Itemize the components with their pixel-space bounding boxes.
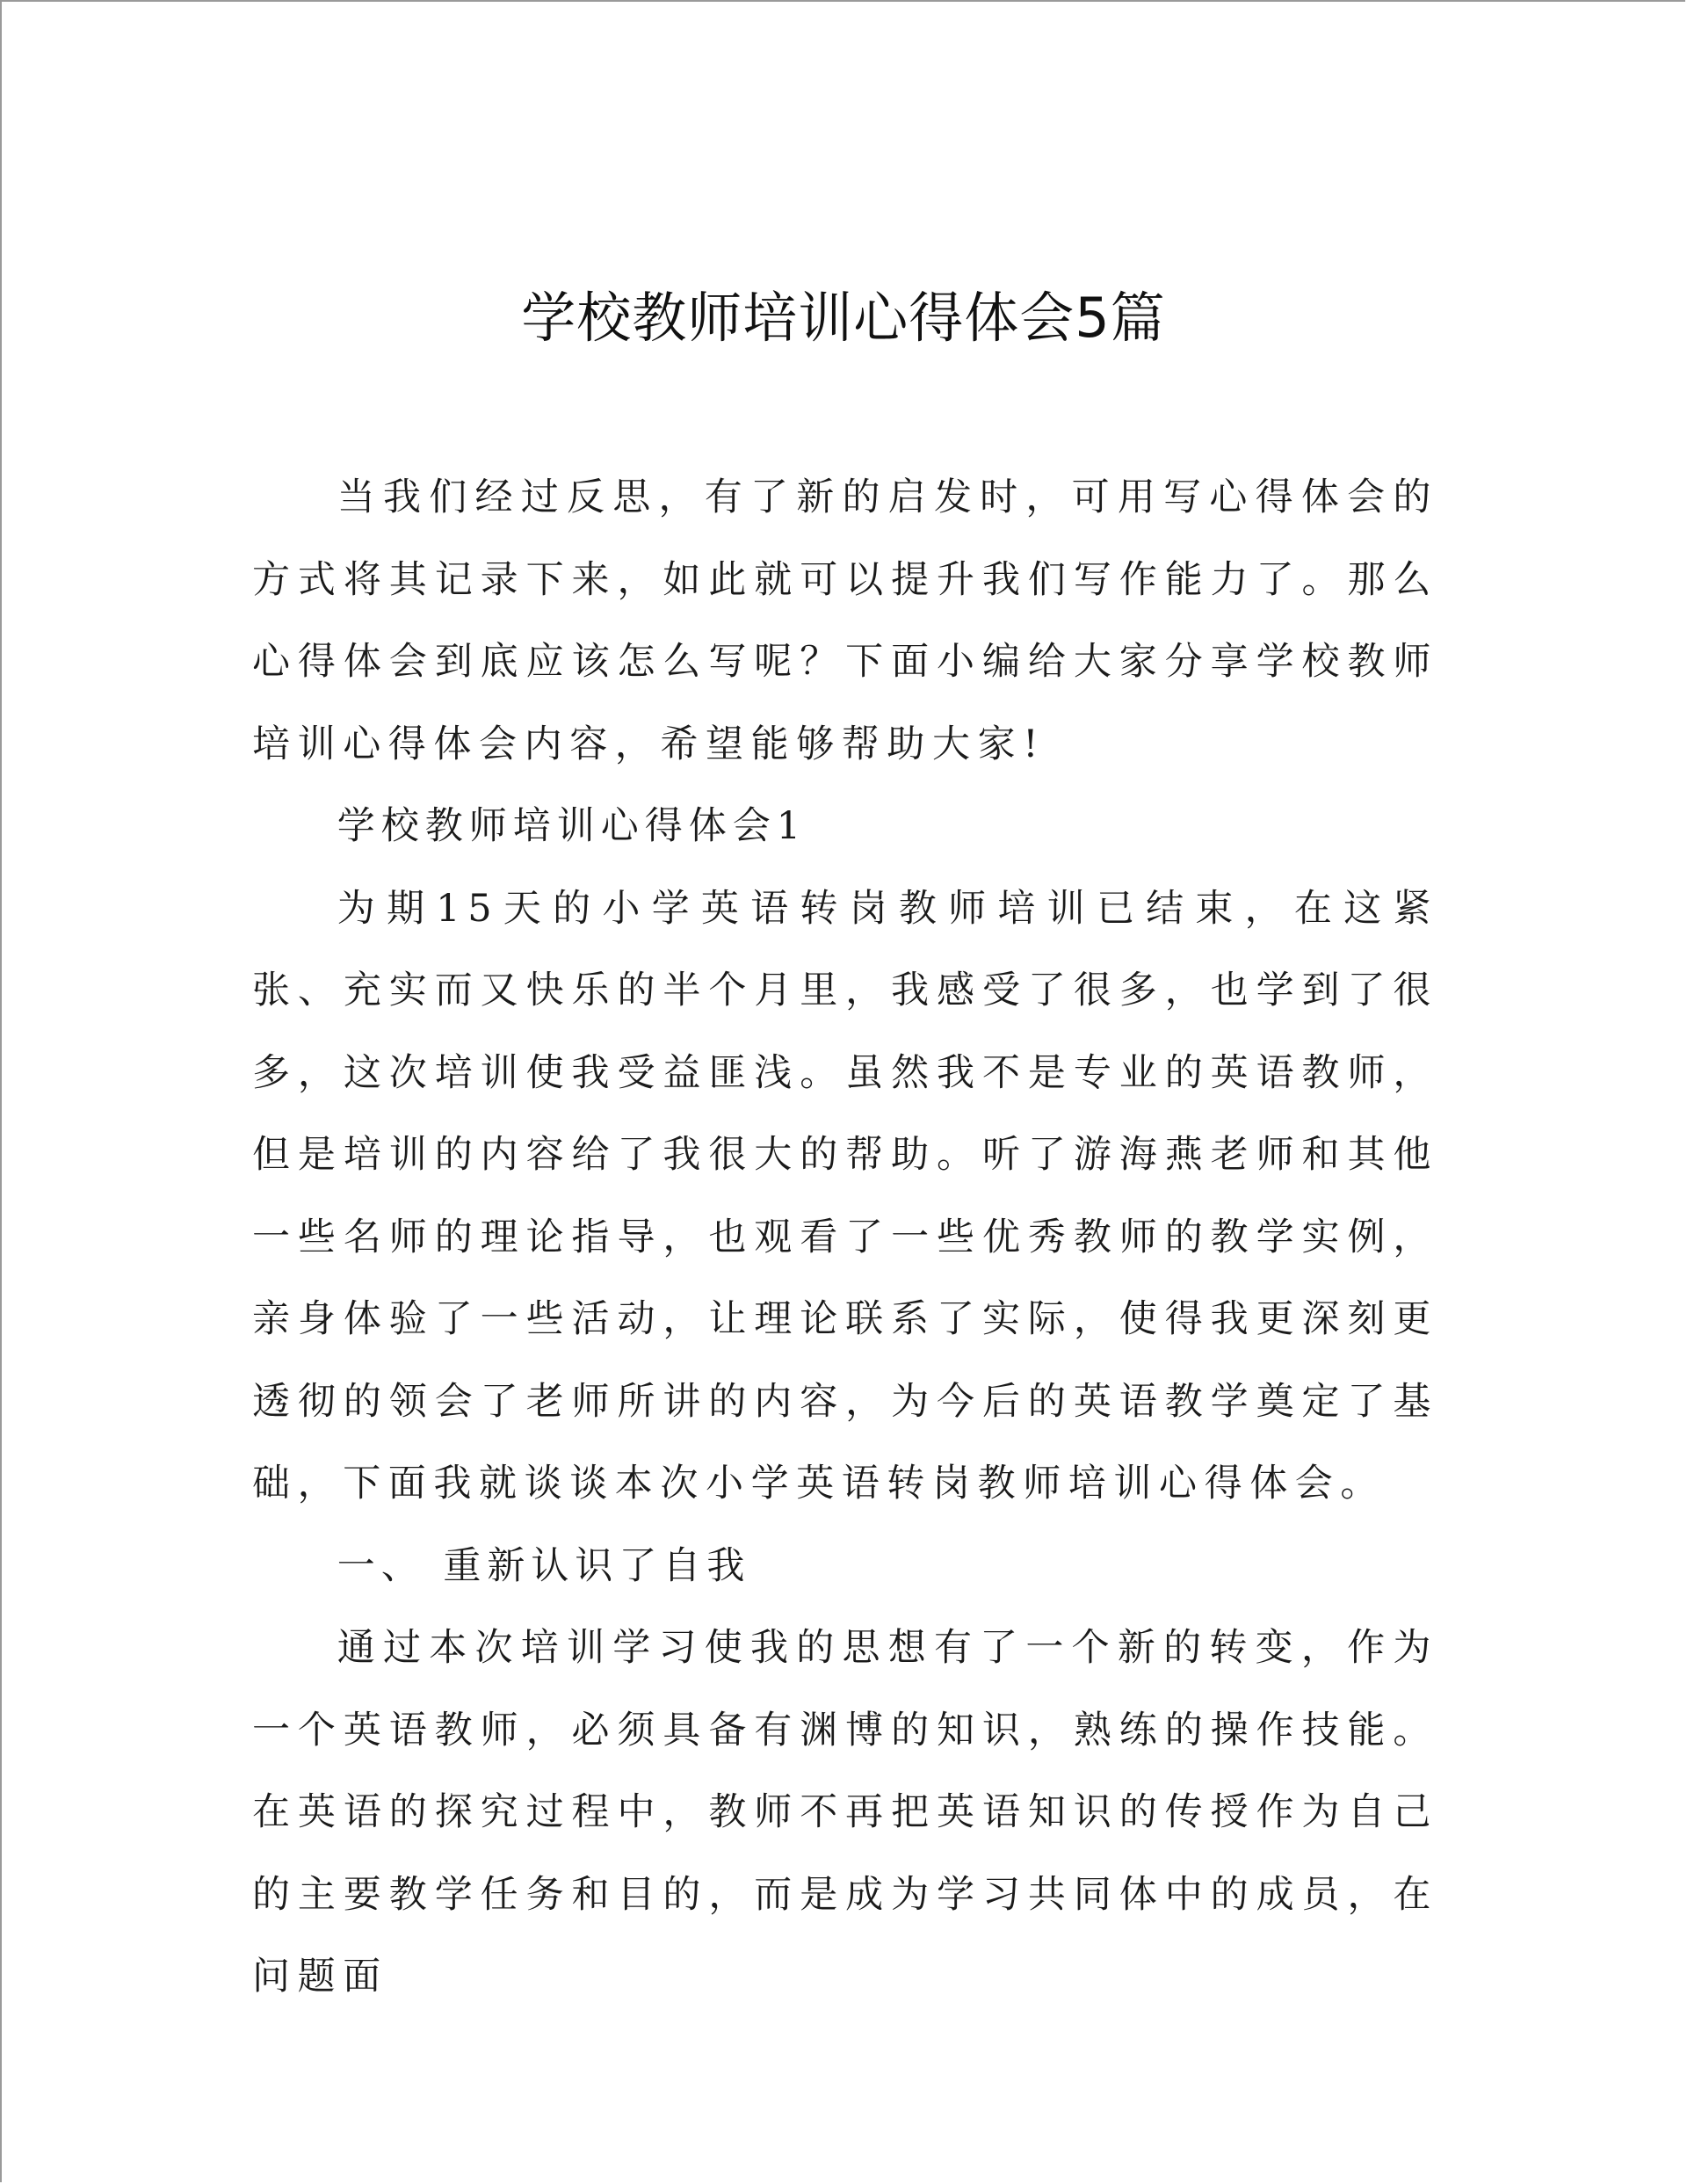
document-body <box>252 457 1438 2019</box>
body-paragraph: 为期15天的小学英语转岗教师培训已结束，在这紧张、充实而又快乐的半个月里，我感受了很多，也学到了很多，这次培训使我受益匪浅。虽然我不是专业的英语教师，但是培训的内容给了我很大的帮助。听了游海燕老师和其他一些名师的理论指导，也观看了一些优秀教师的教学实例，亲身体验了一些活动，让理论联系了实际，使得我更深刻更透彻的领会了老师所讲的内容，为今后的英语教学奠定了基础，下面我就谈谈本次小学英语转岗教师培训心得体会。 <box>252 886 1438 1506</box>
document-title: 学校教师培训心得体会5篇 <box>521 286 1166 350</box>
section-heading: 学校教师培训心得体会1 <box>337 804 807 848</box>
subsection-heading: 一、 重新认识了自我 <box>337 1543 751 1588</box>
body-paragraph: 通过本次培训学习使我的思想有了一个新的转变，作为一个英语教师，必须具备有渊博的知识，熟练的操作技能。在英语的探究过程中，教师不再把英语知识的传授作为自己的主要教学任务和目的，而是成为学习共同体中的成员，在问题面 <box>252 1626 1438 1999</box>
intro-paragraph: 当我们经过反思，有了新的启发时，可用写心得体会的方式将其记录下来，如此就可以提升我们写作能力了。那么心得体会到底应该怎么写呢？下面小编给大家分享学校教师培训心得体会内容，希望能够帮助大家! <box>252 475 1438 766</box>
